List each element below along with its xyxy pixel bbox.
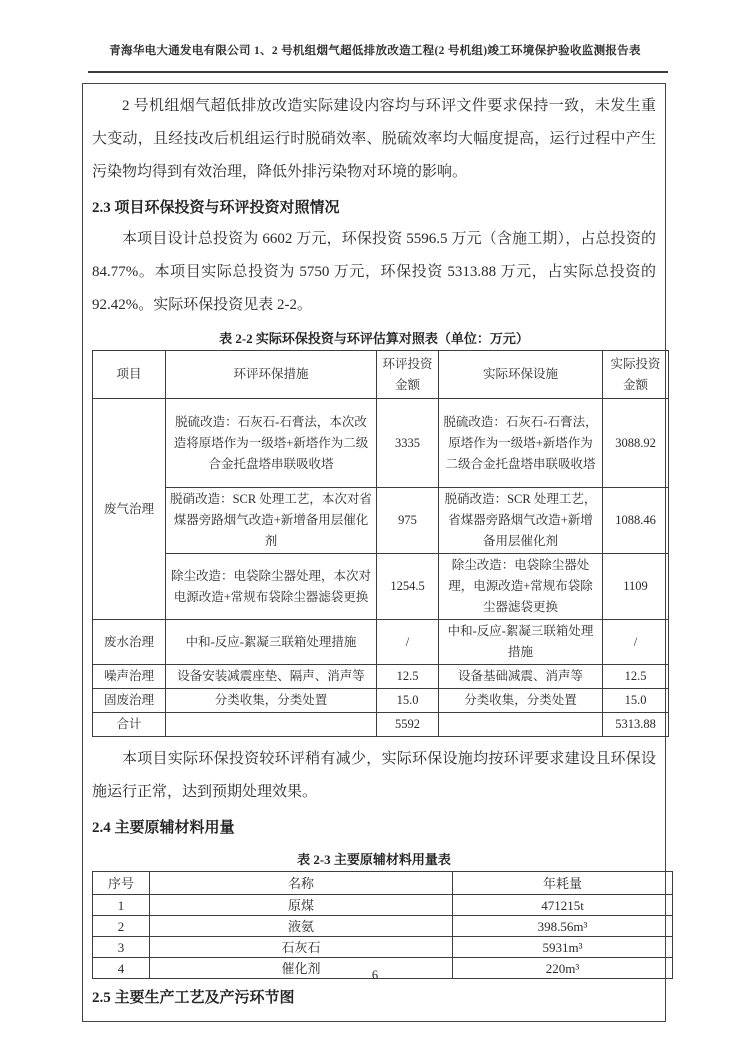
- header-cell-name: 名称: [150, 872, 453, 895]
- cell-eia-amount: 1254.5: [377, 554, 439, 620]
- header-cell-annual-consumption: 年耗量: [453, 872, 673, 895]
- cell-annual: 220m³: [453, 958, 673, 979]
- table-row: [93, 488, 669, 554]
- cell-eia-amount: 5592: [377, 713, 439, 737]
- cell-actual-amount: 12.5: [603, 665, 669, 689]
- table-row: [93, 665, 669, 689]
- header-cell-actual-amount: 实际投资金额: [603, 351, 669, 399]
- paragraph-investment-summary: 本项目设计总投资为 6602 万元，环保投资 5596.5 万元（含施工期），占总投资的 84.77%。本项目实际总投资为 5750 万元，环保投资 5313.88 万元，占实际总投资的 92.42%。实际环保投资见表 2-2。: [92, 231, 656, 313]
- cell-actual-facility: 分类收集，分类处置: [439, 689, 603, 713]
- cell-actual-amount: 15.0: [603, 689, 669, 713]
- header-divider: [88, 71, 668, 73]
- cell-actual-amount: 5313.88: [603, 713, 669, 737]
- cell-actual-amount: /: [603, 620, 669, 665]
- cell-eia-measure: [166, 713, 377, 737]
- table-row: [93, 620, 669, 665]
- table-row: [93, 689, 669, 713]
- cell-serial: 2: [93, 916, 150, 937]
- table-2-2-investment-comparison: [92, 350, 669, 737]
- section-heading-2-3: 2.3 项目环保投资与环评投资对照情况: [92, 200, 340, 216]
- paragraph-investment-conclusion: 本项目实际环保投资较环评稍有减少，实际环保设施均按环评要求建设且环保设施运行正常，达到预期处理效果。: [92, 751, 656, 800]
- cell-actual-facility: 中和-反应-絮凝三联箱处理措施: [439, 620, 603, 665]
- cell-actual-facility: 脱硫改造：石灰石-石膏法，原塔作为一级塔+新塔作为二级合金托盘塔串联吸收塔: [439, 399, 603, 488]
- table-2-3-title: 表 2-3 主要原辅材料用量表: [297, 852, 451, 867]
- cell-serial: 4: [93, 958, 150, 979]
- cell-name: 原煤: [150, 895, 453, 916]
- cell-eia-measure: 中和-反应-絮凝三联箱处理措施: [166, 620, 377, 665]
- cell-eia-measure: 除尘改造：电袋除尘器处理，本次对电源改造+常规布袋除尘器滤袋更换: [166, 554, 377, 620]
- header-cell-serial: 序号: [93, 872, 150, 895]
- cell-category-waste-gas: 废气治理: [93, 399, 166, 620]
- paragraph-construction-consistency: 2 号机组烟气超低排放改造实际建设内容均与环评文件要求保持一致，未发生重大变动，且经技改后机组运行时脱硝效率、脱硫效率均大幅度提高，运行过程中产生污染物均得到有效治理，降低外排污染物对环境的影响。: [92, 98, 656, 180]
- cell-eia-amount: 975: [377, 488, 439, 554]
- cell-annual: 398.56m³: [453, 916, 673, 937]
- cell-category-solid-waste: 固废治理: [93, 689, 166, 713]
- cell-category-noise: 噪声治理: [93, 665, 166, 689]
- cell-name: 石灰石: [150, 937, 453, 958]
- section-heading-2-5: 2.5 主要生产工艺及产污环节图: [92, 990, 295, 1006]
- table-row: [93, 916, 673, 937]
- table-row: [93, 937, 673, 958]
- table-row-total: [93, 713, 669, 737]
- cell-eia-measure: 脱硝改造：SCR 处理工艺，本次对省煤器旁路烟气改造+新增备用层催化剂: [166, 488, 377, 554]
- table-row: [93, 895, 673, 916]
- cell-actual-facility: 除尘改造：电袋除尘器处理，电源改造+常规布袋除尘器滤袋更换: [439, 554, 603, 620]
- table-row: [93, 399, 669, 488]
- page-number: 6: [371, 968, 379, 982]
- cell-eia-amount: /: [377, 620, 439, 665]
- cell-eia-measure: 脱硫改造：石灰石-石膏法，本次改造将原塔作为一级塔+新塔作为二级合金托盘塔串联吸收塔: [166, 399, 377, 488]
- header-cell-actual-facility: 实际环保设施: [439, 351, 603, 399]
- report-form-border-box: [82, 83, 666, 1022]
- header-cell-eia-measure: 环评环保措施: [166, 351, 377, 399]
- cell-serial: 3: [93, 937, 150, 958]
- cell-category-waste-water: 废水治理: [93, 620, 166, 665]
- table-header-row: [93, 351, 669, 399]
- cell-actual-amount: 1088.46: [603, 488, 669, 554]
- cell-annual: 5931m³: [453, 937, 673, 958]
- table-2-2-title: 表 2-2 实际环保投资与环评估算对照表（单位：万元）: [219, 331, 529, 346]
- cell-eia-amount: 15.0: [377, 689, 439, 713]
- cell-name: 催化剂: [150, 958, 453, 979]
- header-cell-eia-amount: 环评投资金额: [377, 351, 439, 399]
- cell-actual-facility: 脱硝改造：SCR 处理工艺，省煤器旁路烟气改造+新增备用层催化剂: [439, 488, 603, 554]
- cell-serial: 1: [93, 895, 150, 916]
- section-heading-2-4: 2.4 主要原辅材料用量: [92, 820, 235, 836]
- cell-category-total: 合计: [93, 713, 166, 737]
- header-cell-project: 项目: [93, 351, 166, 399]
- cell-eia-measure: 设备安装减震座垫、隔声、消声等: [166, 665, 377, 689]
- cell-name: 液氨: [150, 916, 453, 937]
- page-header-title: 青海华电大通发电有限公司 1、2 号机组烟气超低排放改造工程(2 号机组)竣工环境保护验收监测报告表: [109, 45, 641, 57]
- cell-eia-measure: 分类收集，分类处置: [166, 689, 377, 713]
- cell-actual-facility: [439, 713, 603, 737]
- cell-actual-amount: 3088.92: [603, 399, 669, 488]
- cell-eia-amount: 12.5: [377, 665, 439, 689]
- table-row: [93, 554, 669, 620]
- table-2-3-raw-materials: [92, 871, 673, 979]
- cell-actual-facility: 设备基础减震、消声等: [439, 665, 603, 689]
- cell-actual-amount: 1109: [603, 554, 669, 620]
- cell-annual: 471215t: [453, 895, 673, 916]
- cell-eia-amount: 3335: [377, 399, 439, 488]
- table-header-row: [93, 872, 673, 895]
